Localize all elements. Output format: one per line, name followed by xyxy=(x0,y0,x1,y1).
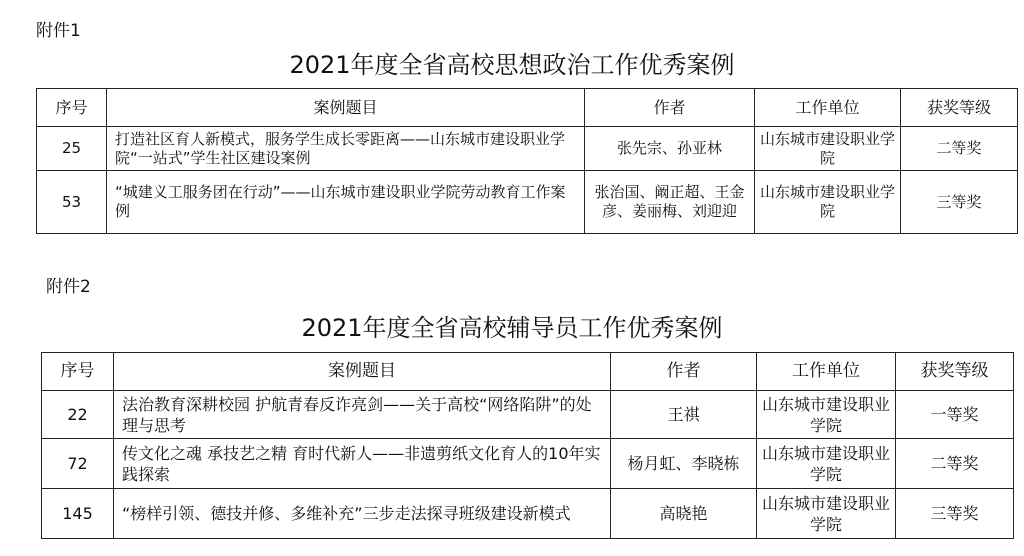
case-title: 传文化之魂 承技艺之精 育时代新人——非遗剪纸文化育人的10年实践探索 xyxy=(114,439,611,489)
table-row xyxy=(42,489,1014,539)
award-level: 一等奖 xyxy=(896,391,1014,439)
table-politics-cases xyxy=(36,88,1018,234)
col-title-header: 案例题目 xyxy=(107,89,585,127)
case-authors: 杨月虹、李晓栋 xyxy=(611,439,757,489)
table-header-row xyxy=(42,353,1014,391)
row-number: 145 xyxy=(42,489,114,539)
attachment-2-label: 附件2 xyxy=(46,277,91,297)
case-authors: 王祺 xyxy=(611,391,757,439)
col-award-header: 获奖等级 xyxy=(896,353,1014,391)
case-authors: 高晓艳 xyxy=(611,489,757,539)
work-unit: 山东城市建设职业学院 xyxy=(755,171,901,234)
award-level: 二等奖 xyxy=(901,127,1018,171)
table-row xyxy=(37,171,1018,234)
col-unit-header: 工作单位 xyxy=(757,353,896,391)
award-level: 三等奖 xyxy=(896,489,1014,539)
case-authors: 张治国、阚正超、王金彦、姜丽梅、刘迎迎 xyxy=(585,171,755,234)
row-number: 72 xyxy=(42,439,114,489)
work-unit: 山东城市建设职业学院 xyxy=(757,489,896,539)
col-award-header: 获奖等级 xyxy=(901,89,1018,127)
row-number: 22 xyxy=(42,391,114,439)
table-row xyxy=(42,439,1014,489)
case-title: “城建义工服务团在行动”——山东城市建设职业学院劳动教育工作案例 xyxy=(107,171,585,234)
section-1-title: 2021年度全省高校思想政治工作优秀案例 xyxy=(289,51,735,79)
table-counselor-cases xyxy=(41,352,1014,539)
col-no-header: 序号 xyxy=(37,89,107,127)
col-author-header: 作者 xyxy=(585,89,755,127)
work-unit: 山东城市建设职业学院 xyxy=(755,127,901,171)
table-header-row xyxy=(37,89,1018,127)
case-title: “榜样引领、德技并修、多维补充”三步走法探寻班级建设新模式 xyxy=(114,489,611,539)
award-level: 二等奖 xyxy=(896,439,1014,489)
row-number: 53 xyxy=(37,171,107,234)
col-unit-header: 工作单位 xyxy=(755,89,901,127)
work-unit: 山东城市建设职业学院 xyxy=(757,391,896,439)
work-unit: 山东城市建设职业学院 xyxy=(757,439,896,489)
col-no-header: 序号 xyxy=(42,353,114,391)
case-title: 法治教育深耕校园 护航青春反诈亮剑——关于高校“网络陷阱”的处理与思考 xyxy=(114,391,611,439)
table-row xyxy=(42,391,1014,439)
section-2-title: 2021年度全省高校辅导员工作优秀案例 xyxy=(301,314,723,342)
case-authors: 张先宗、孙亚林 xyxy=(585,127,755,171)
col-author-header: 作者 xyxy=(611,353,757,391)
row-number: 25 xyxy=(37,127,107,171)
case-title: 打造社区育人新模式，服务学生成长零距离——山东城市建设职业学院“一站式”学生社区建设案例 xyxy=(107,127,585,171)
col-title-header: 案例题目 xyxy=(114,353,611,391)
award-level: 三等奖 xyxy=(901,171,1018,234)
table-row xyxy=(37,127,1018,171)
attachment-1-label: 附件1 xyxy=(36,21,81,41)
